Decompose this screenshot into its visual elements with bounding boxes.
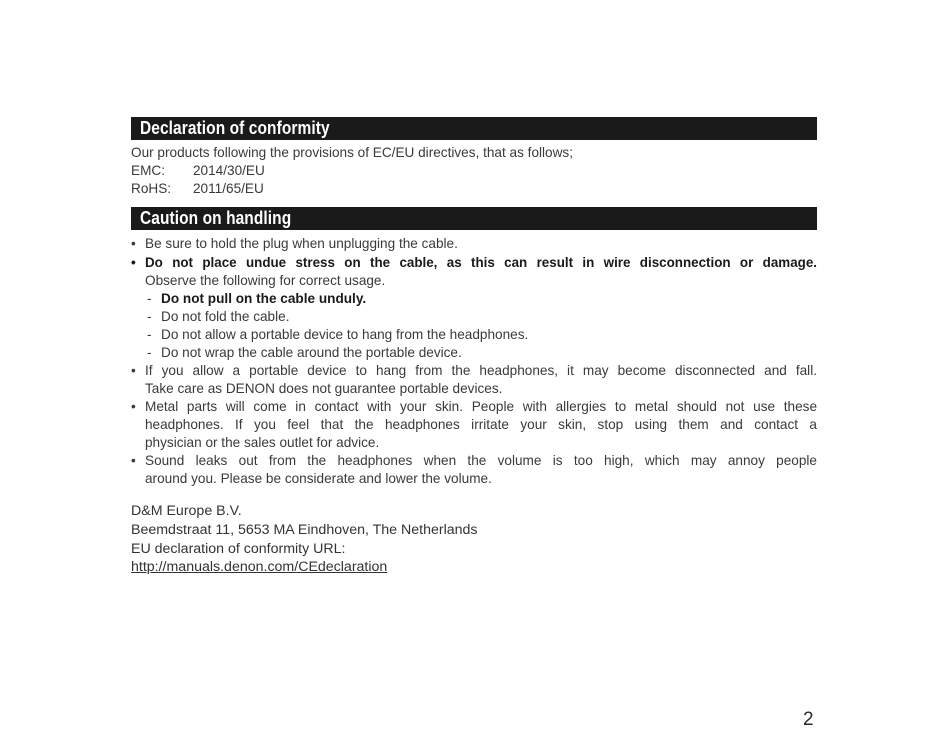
caution-bullet-2-bold: Do not place undue stress on the cable, as this can result in wire disconnection or damage.: [145, 255, 817, 270]
conformity-url-line: [131, 558, 387, 576]
declaration-title: Declaration of conformity: [140, 118, 330, 138]
company-address: Beemdstraat 11, 5653 MA Eindhoven, The Netherlands: [131, 522, 478, 538]
bullet-marker: •: [131, 399, 136, 414]
sub-item-2: Do not fold the cable.: [161, 309, 290, 324]
caution-bullet-3-line-1: If you allow a portable device to hang from the headphones, it may become disconnected and fall.: [145, 363, 817, 378]
caution-bullet-4-line-2: headphones. If you feel that the headphones irritate your skin, stop using them and contact a: [145, 417, 817, 432]
caution-section-header: [131, 207, 817, 230]
bullet-marker: •: [131, 363, 136, 378]
caution-bullet-5-line-1: Sound leaks out from the headphones when the volume is too high, which may annoy people: [145, 453, 817, 468]
directive-row-rohs: [131, 180, 264, 198]
caution-title: Caution on handling: [140, 208, 292, 228]
bullet-marker: •: [131, 236, 136, 251]
caution-bullet-4-line-3: physician or the sales outlet for advice.: [145, 435, 380, 450]
caution-bullet-4-line-1: Metal parts will come in contact with your skin. People with allergies to metal should not use these: [145, 399, 817, 414]
company-name: D&M Europe B.V.: [131, 503, 242, 519]
directive-value: 2011/65/EU: [193, 181, 264, 196]
conformity-url-label: EU declaration of conformity URL:: [131, 541, 346, 557]
sub-item-3: Do not allow a portable device to hang from the headphones.: [161, 327, 529, 342]
caution-bullet-1: Be sure to hold the plug when unplugging the cable.: [145, 236, 458, 251]
declaration-section-header: [131, 117, 817, 140]
caution-bullet-3-line-2: Take care as DENON does not guarantee portable devices.: [145, 381, 503, 396]
declaration-intro: Our products following the provisions of EC/EU directives, that as follows;: [131, 145, 573, 160]
directive-value: 2014/30/EU: [193, 163, 265, 178]
dash-marker: -: [147, 309, 152, 324]
dash-marker: -: [147, 291, 152, 306]
bullet-marker: •: [131, 255, 136, 270]
sub-item-1: Do not pull on the cable unduly.: [161, 291, 367, 306]
directive-row-emc: [131, 162, 265, 180]
directive-label: EMC:: [131, 163, 165, 178]
dash-marker: -: [147, 345, 152, 360]
directive-label: RoHS:: [131, 181, 172, 196]
bullet-marker: •: [131, 453, 136, 468]
caution-bullet-2-sub: Observe the following for correct usage.: [145, 273, 386, 288]
caution-bullet-5-line-2: around you. Please be considerate and lower the volume.: [145, 471, 492, 486]
page-number: 2: [803, 709, 814, 730]
dash-marker: -: [147, 327, 152, 342]
sub-item-4: Do not wrap the cable around the portable device.: [161, 345, 462, 360]
conformity-url-link[interactable]: http://manuals.denon.com/CEdeclaration: [131, 559, 388, 575]
